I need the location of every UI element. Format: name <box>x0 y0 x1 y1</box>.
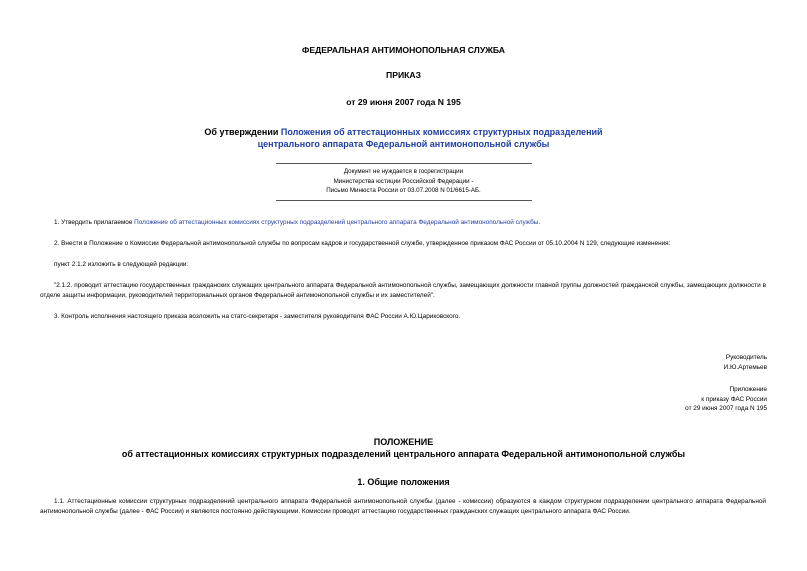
appendix-line1: Приложение <box>729 386 767 393</box>
order-title-prefix: Об утверждении <box>204 127 281 137</box>
appendix-line3: от 29 июня 2007 года N 195 <box>685 405 767 413</box>
section1-paragraph1: 1.1. Аттестационные комиссии структурных подразделений центрального аппарата Федеральной антимонопольной службы (далее - комиссии) образуются в каждом структурном подразделении центрального аппарата Федеральной антимонопольной службы (далее - ФАС России) и являются постоянно действующими. Комиссии проводят аттестацию государственных гражданских служащих центрального аппарата ФАС России. <box>40 498 766 515</box>
order-title <box>0 126 807 150</box>
document-type: ПРИКАЗ <box>386 70 421 80</box>
signature-block <box>724 353 767 372</box>
signature-name: И.Ю.Артемьев <box>723 363 767 371</box>
item-2-amendment-text: "2.1.2. проводит аттестацию государственных гражданских служащих центрального аппарата Федеральной антимонопольной службы, замещающих должности главной группы должностей гражданской службы, замещающих должности в отделе защиты информации, руководителей территориальных органов Федеральной антимонопольной службы и их заместителей". <box>40 282 766 299</box>
registration-note-line1: Документ не нуждается в госрегистрации <box>343 168 464 175</box>
registration-note <box>0 167 807 196</box>
order-date: от 29 июня 2007 года N 195 <box>346 97 461 107</box>
divider-top <box>276 163 532 164</box>
regulation-title: ПОЛОЖЕНИЕ <box>373 437 434 447</box>
registration-note-line2: Министерства юстиции Российской Федерации - <box>333 177 474 185</box>
item-3: 3. Контроль исполнения настоящего приказа возложить на статс-секретаря - заместителя руководителя ФАС России А.Ю.Цариковского. <box>54 313 461 320</box>
item-2: 2. Внести в Положение о Комиссии Федеральной антимонопольной службы по вопросам кадров и государственной службе, утвержденное приказом ФАС России от 05.10.2004 N 129, следующие изменения: <box>54 240 671 247</box>
appendix-block <box>685 385 767 414</box>
divider-bottom <box>276 200 532 201</box>
registration-note-line3: Письмо Минюста России от 03.07.2008 N 01/6615-АБ. <box>326 187 481 194</box>
item-2-amendment-intro: пункт 2.1.2 изложить в следующей редакции: <box>54 261 189 268</box>
appendix-line2: к приказу ФАС России <box>701 395 767 403</box>
signature-position: Руководитель <box>725 354 767 361</box>
agency-name: ФЕДЕРАЛЬНАЯ АНТИМОНОПОЛЬНАЯ СЛУЖБА <box>302 45 505 55</box>
regulation-subtitle: об аттестационных комиссиях структурных подразделений центрального аппарата Федеральной антимонопольной службы <box>121 449 686 459</box>
regulation-title-link[interactable]: Положения об аттестационных комиссиях структурных подразделений центрального аппарата Федеральной антимонопольной службы <box>257 127 603 149</box>
item-1: 1. Утвердить прилагаемое Положение об аттестационных комиссиях структурных подразделений центрального аппарата Федеральной антимонопольной службы. <box>54 219 541 226</box>
section-heading: 1. Общие положения <box>357 477 450 487</box>
regulation-link[interactable]: Положение об аттестационных комиссиях структурных подразделений центрального аппарата Федеральной антимонопольной службы <box>134 219 539 226</box>
